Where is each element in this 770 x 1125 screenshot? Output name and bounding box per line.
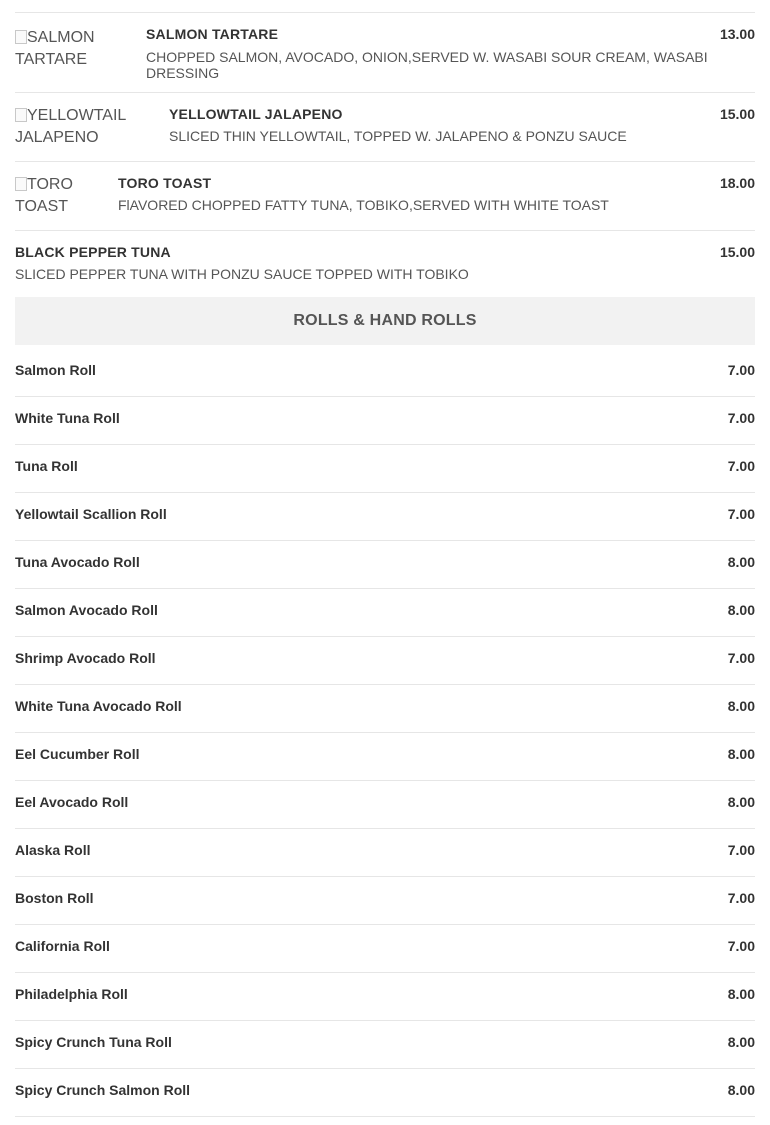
menu-item-yellowtail-jalapeno[interactable] [15, 105, 755, 161]
item-title: YELLOWTAIL JALAPENO [169, 106, 343, 122]
item-price: 18.00 [719, 175, 755, 191]
roll-price: 7.00 [727, 410, 755, 426]
roll-name: Alaska Roll [15, 842, 91, 858]
broken-image-icon [15, 108, 27, 122]
image-alt-text: TARTARE [15, 51, 88, 68]
menu-item-roll[interactable] [15, 1069, 755, 1117]
roll-name: Boston Roll [15, 890, 94, 906]
menu-item-roll[interactable] [15, 877, 755, 925]
divider [15, 230, 755, 231]
menu-item-roll[interactable] [15, 589, 755, 637]
divider [15, 12, 755, 13]
item-price: 15.00 [719, 244, 755, 260]
menu-item-roll[interactable] [15, 541, 755, 589]
roll-price: 8.00 [727, 794, 755, 810]
broken-image-icon [15, 177, 27, 191]
broken-image-placeholder [15, 105, 165, 149]
item-title: BLACK PEPPER TUNA [15, 244, 171, 260]
roll-name: White Tuna Roll [15, 410, 120, 426]
menu-item-roll[interactable] [15, 829, 755, 877]
menu-item-black-pepper-tuna[interactable] [15, 243, 755, 287]
menu-item-roll[interactable] [15, 445, 755, 493]
roll-name: White Tuna Avocado Roll [15, 698, 182, 714]
image-alt-text: TOAST [15, 198, 69, 215]
roll-name: Shrimp Avocado Roll [15, 650, 156, 666]
divider [15, 92, 755, 93]
roll-name: Salmon Avocado Roll [15, 602, 158, 618]
item-price: 13.00 [719, 26, 755, 42]
menu-item-roll[interactable] [15, 397, 755, 445]
item-description: SLICED PEPPER TUNA WITH PONZU SAUCE TOPPED WITH TOBIKO [15, 266, 469, 282]
item-description: FlAVORED CHOPPED FATTY TUNA, TOBIKO,SERVED WITH WHITE TOAST [118, 197, 609, 213]
broken-image-placeholder [15, 174, 115, 218]
broken-image-icon [15, 30, 27, 44]
roll-name: Salmon Roll [15, 362, 96, 378]
roll-price: 7.00 [727, 842, 755, 858]
item-price: 15.00 [719, 106, 755, 122]
roll-price: 8.00 [727, 986, 755, 1002]
divider [15, 161, 755, 162]
item-description: CHOPPED SALMON, AVOCADO, ONION,SERVED W. WASABI SOUR CREAM, WASABI DRESSING [146, 49, 708, 81]
roll-price: 7.00 [727, 890, 755, 906]
roll-name: Yellowtail Scallion Roll [15, 506, 167, 522]
roll-price: 7.00 [727, 506, 755, 522]
broken-image-placeholder [15, 27, 140, 71]
roll-name: Spicy Crunch Tuna Roll [15, 1034, 172, 1050]
menu-item-roll[interactable] [15, 781, 755, 829]
image-alt-text: TORO [27, 176, 73, 193]
menu-item-roll[interactable] [15, 493, 755, 541]
roll-name: Spicy Crunch Salmon Roll [15, 1082, 191, 1098]
section-title: ROLLS & HAND ROLLS [293, 312, 477, 329]
roll-price: 8.00 [727, 1034, 755, 1050]
menu-item-roll[interactable] [15, 637, 755, 685]
roll-name: California Roll [15, 938, 110, 954]
menu-item-roll[interactable] [15, 925, 755, 973]
menu-item-roll[interactable] [15, 733, 755, 781]
section-header [15, 297, 755, 345]
roll-name: Eel Cucumber Roll [15, 746, 140, 762]
roll-price: 7.00 [727, 650, 755, 666]
roll-name: Tuna Avocado Roll [15, 554, 140, 570]
roll-price: 8.00 [727, 554, 755, 570]
image-alt-text: SALMON [27, 29, 95, 46]
roll-price: 8.00 [727, 1082, 755, 1098]
menu-item-roll[interactable] [15, 973, 755, 1021]
item-title: SALMON TARTARE [146, 26, 279, 42]
roll-name: Eel Avocado Roll [15, 794, 129, 810]
image-alt-text: YELLOWTAIL [27, 107, 127, 124]
roll-price: 8.00 [727, 602, 755, 618]
item-description: SLICED THIN YELLOWTAIL, TOPPED W. JALAPENO & PONZU SAUCE [169, 128, 627, 144]
menu-item-toro-toast[interactable] [15, 174, 755, 230]
roll-price: 7.00 [727, 938, 755, 954]
rolls-list [15, 349, 755, 1117]
item-title: TORO TOAST [118, 175, 212, 191]
roll-price: 8.00 [727, 746, 755, 762]
menu-item-roll[interactable] [15, 685, 755, 733]
roll-price: 7.00 [727, 362, 755, 378]
roll-price: 7.00 [727, 458, 755, 474]
menu-item-salmon-tartare[interactable] [15, 25, 755, 92]
roll-name: Tuna Roll [15, 458, 78, 474]
roll-price: 8.00 [727, 698, 755, 714]
image-alt-text: JALAPENO [15, 129, 99, 146]
menu-item-roll[interactable] [15, 349, 755, 397]
menu-item-roll[interactable] [15, 1021, 755, 1069]
roll-name: Philadelphia Roll [15, 986, 128, 1002]
